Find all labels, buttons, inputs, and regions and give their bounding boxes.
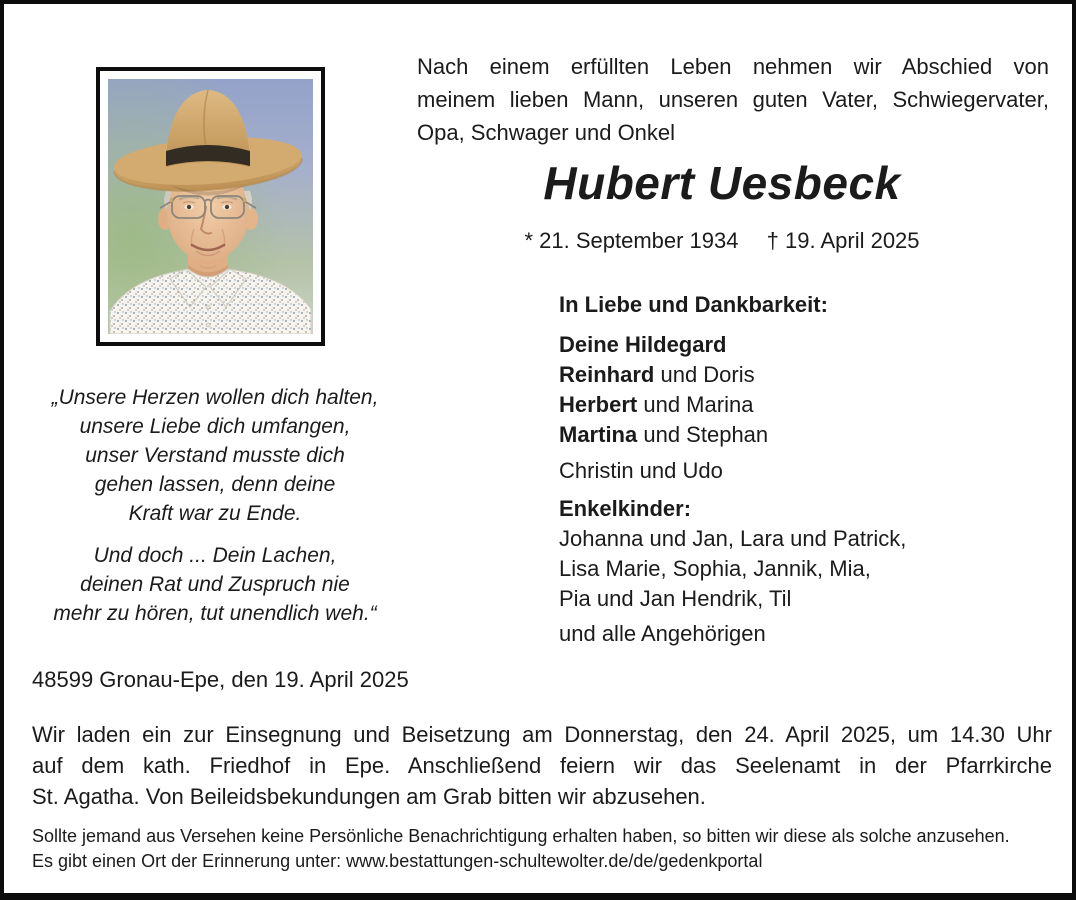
poem-line: mehr zu hören, tut unendlich weh.“ [53,602,377,625]
footnote [32,824,1052,874]
mourner-line [559,330,906,360]
mourner-line: Reinhard und Doris [559,362,755,387]
mourner-name: Reinhard [559,362,655,387]
poem-line: gehen lassen, denn deine [94,473,336,496]
grandchildren-line: Lisa Marie, Sophia, Jannik, Mia, [559,556,871,581]
poem-line: unsere Liebe dich umfangen, [79,415,351,438]
mourners-closing: und alle Angehörigen [559,621,766,646]
mourner-line: Herbert und Marina [559,392,754,417]
grandchildren-line: Johanna und Jan, Lara und Patrick, [559,526,907,551]
memorial-poem [19,383,411,628]
invitation-text [32,719,1052,812]
place-date-line: 48599 Gronau-Epe, den 19. April 2025 [32,667,409,692]
poem-line: Kraft war zu Ende. [128,502,302,525]
poem-stanza [19,383,411,528]
poem-line: Und doch ... Dein Lachen, [93,544,337,567]
birth-date: * 21. September 1934 [524,228,739,253]
intro-line: Opa, Schwager und Onkel [417,120,676,145]
mourner-name: Martina [559,422,638,447]
poem-line: deinen Rat und Zuspruch nie [80,573,350,596]
death-date: † 19. April 2025 [766,228,920,253]
intro-line: meinem lieben Mann, unseren guten Vater, Schwiegervater, [417,87,1049,112]
poem-line: unser Verstand musste dich [85,444,345,467]
invitation-line: auf dem kath. Friedhof in Epe. Anschließend feiern wir das Seelenamt in der Pfarrkirche [32,753,1052,778]
intro-text [417,50,1049,149]
mourner-name: Herbert [559,392,638,417]
mourners-list [559,290,906,649]
poem-stanza [19,541,411,628]
intro-line: Nach einem erfüllten Leben nehmen wir Abschied von [417,54,1049,79]
portrait-frame [96,67,325,346]
invitation-line: Wir laden ein zur Einsegnung und Beisetzung am Donnerstag, den 24. April 2025, um 14.30 Uhr [32,722,1052,747]
invitation-line: St. Agatha. Von Beileidsbekundungen am Grab bitten wir abzusehen. [32,784,706,809]
deceased-name: Hubert Uesbeck [543,157,901,209]
footnote-line: Sollte jemand aus Versehen keine Persönliche Benachrichtigung erhalten haben, so bitten wir diese als solche anzusehen. [32,826,1010,846]
grandchildren-line: Pia und Jan Hendrik, Til [559,586,792,611]
mourner-line: Christin und Udo [559,458,723,483]
grandchildren-heading: Enkelkinder: [559,496,692,521]
portrait-photo [108,79,313,334]
mourners-heading: In Liebe und Dankbarkeit: [559,292,828,317]
footnote-line: Es gibt einen Ort der Erinnerung unter: www.bestattungen-schultewolter.de/de/gedenkportal [32,851,763,871]
life-dates [417,228,1027,254]
mourner-name: Deine Hildegard [559,332,727,357]
mourner-line: Martina und Stephan [559,422,769,447]
poem-line: „Unsere Herzen wollen dich halten, [51,386,379,409]
